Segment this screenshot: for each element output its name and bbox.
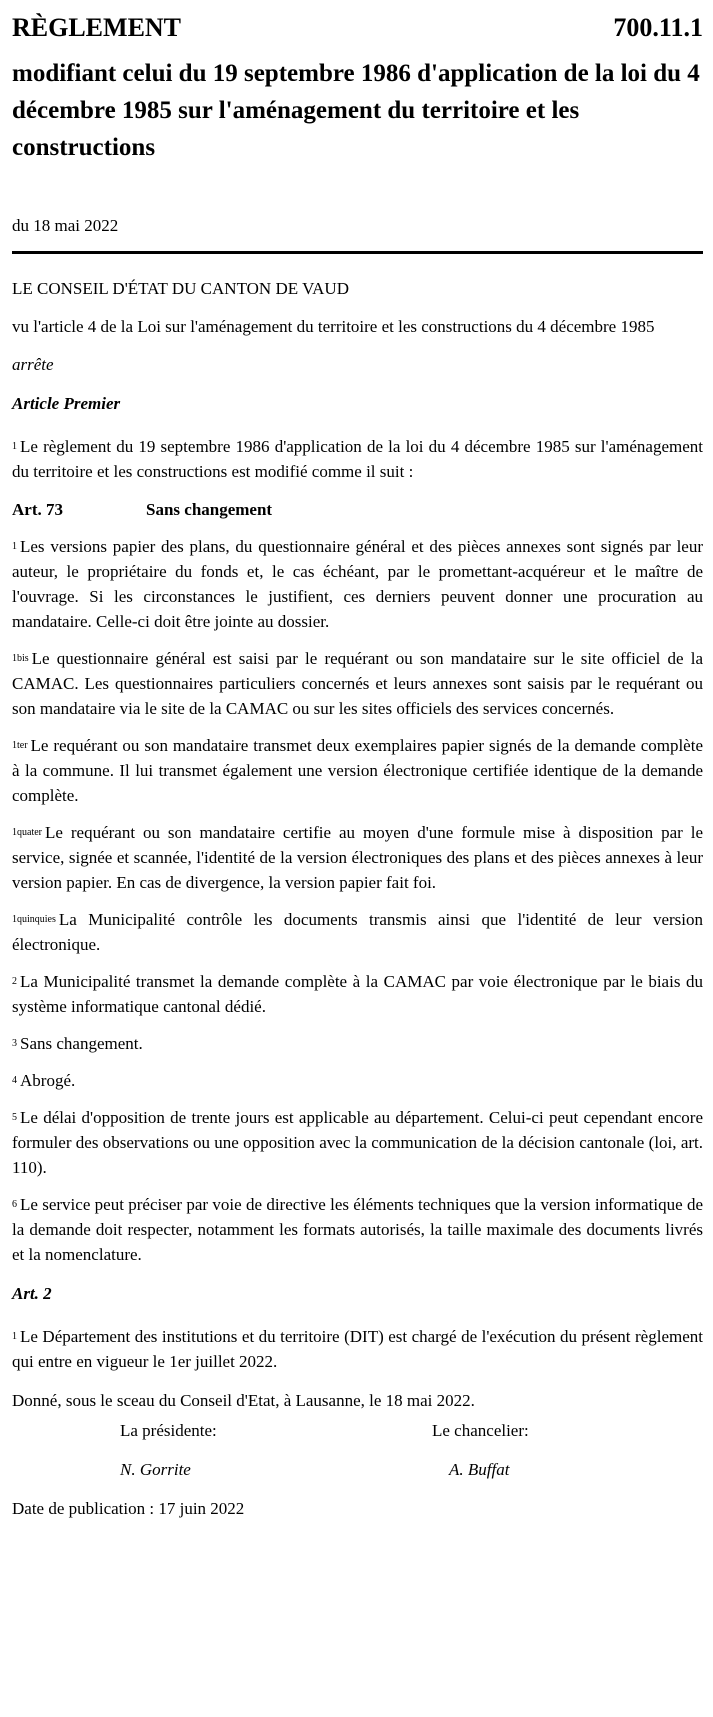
paragraph-text: Le questionnaire général est saisi par le requérant ou son mandataire sur le site officiel de la CAMAC. Les questionnaires particuliers concernés et leurs annexes sont saisis par le requérant ou son mandataire via le site de la CAMAC ou sur les sites officiels des services concernés.	[12, 649, 703, 718]
article-intro-paragraph	[12, 434, 703, 484]
paragraph	[12, 646, 703, 721]
paragraph	[12, 969, 703, 1019]
document-date: du 18 mai 2022	[12, 216, 119, 235]
document-header	[12, 0, 703, 43]
paragraph	[12, 1105, 703, 1180]
arrete-label: arrête	[12, 355, 54, 374]
paragraph-number: 1ter	[12, 740, 28, 751]
paragraph-number: 6	[12, 1199, 17, 1210]
paragraph-text: Le Département des institutions et du territoire (DIT) est chargé de l'exécution du présent règlement qui entre en vigueur le 1er juillet 2022.	[12, 1327, 703, 1371]
article-premier-heading: Article Premier	[12, 394, 121, 413]
paragraph-number: 1bis	[12, 653, 29, 664]
authority-line: LE CONSEIL D'ÉTAT DU CANTON DE VAUD	[12, 279, 349, 298]
paragraph-text: La Municipalité contrôle les documents transmis ainsi que l'identité de leur version électronique.	[12, 910, 703, 954]
paragraph-text: Abrogé.	[20, 1071, 76, 1090]
paragraph	[12, 1192, 703, 1267]
paragraph-text: La Municipalité transmet la demande complète à la CAMAC par voie électronique par le biais du système informatique cantonal dédié.	[12, 972, 703, 1016]
document-subtitle: modifiant celui du 19 septembre 1986 d'application de la loi du 4 décembre 1985 sur l'aménagement du territoire et les constructions	[12, 60, 700, 161]
paragraph-number: 1	[12, 441, 17, 452]
president-name: N. Gorrite	[120, 1460, 191, 1479]
article-2-heading: Art. 2	[12, 1284, 52, 1303]
paragraph-text: Sans changement.	[20, 1034, 143, 1053]
paragraph-number: 1	[12, 541, 17, 552]
paragraph	[12, 1068, 703, 1093]
paragraph-number: 5	[12, 1112, 17, 1123]
paragraph-number: 4	[12, 1075, 17, 1086]
paragraph	[12, 820, 703, 895]
paragraph-text: Le règlement du 19 septembre 1986 d'application de la loi du 4 décembre 1985 sur l'aménagement du territoire et les constructions est modifié comme il suit :	[12, 437, 703, 481]
header-divider	[12, 251, 703, 254]
document-type: RÈGLEMENT	[12, 13, 182, 42]
chancellor-role: Le chancelier:	[432, 1421, 529, 1440]
given-under-seal: Donné, sous le sceau du Conseil d'Etat, à Lausanne, le 18 mai 2022.	[12, 1391, 475, 1410]
paragraph	[12, 907, 703, 957]
signatory-roles	[12, 1418, 703, 1443]
paragraph	[12, 733, 703, 808]
chancellor-name: A. Buffat	[449, 1460, 510, 1479]
art73-title: Sans changement	[146, 500, 273, 519]
paragraph-text: Le requérant ou son mandataire transmet deux exemplaires papier signés de la demande complète à la commune. Il lui transmet également une version électronique certifiée identique de la demande complète.	[12, 736, 703, 805]
paragraph-text: Le délai d'opposition de trente jours est applicable au département. Celui-ci peut cependant encore formuler des observations ou une opposition avec la communication de la décision cantonale (loi, art. 110).	[12, 1108, 703, 1177]
paragraph-number: 1quater	[12, 827, 42, 838]
paragraph	[12, 1031, 703, 1056]
paragraph-text: Le service peut préciser par voie de directive les éléments techniques que la version informatique de la demande doit respecter, notamment les formats autorisés, la taille maximale des documents livrés et la nomenclature.	[12, 1195, 703, 1264]
art73-heading	[12, 497, 703, 522]
paragraph-number: 1quinquies	[12, 914, 56, 925]
paragraph	[12, 534, 703, 634]
art73-number: Art. 73	[12, 500, 63, 519]
paragraph-text: Les versions papier des plans, du questionnaire général et des pièces annexes sont signés par leur auteur, le propriétaire du fonds et, le cas échéant, par le promettant-acquéreur et le maître de l'ouvrage. Si les circonstances le justifient, ces derniers peuvent donner une procuration au mandataire. Celle-ci doit être jointe au dossier.	[12, 537, 703, 631]
president-role: La présidente:	[120, 1421, 217, 1440]
paragraph-text: Le requérant ou son mandataire certifie au moyen d'une formule mise à disposition par le service, signée et scannée, l'identité de la version électroniques des plans et des pièces annexes à leur version papier. En cas de divergence, la version papier fait foi.	[12, 823, 703, 892]
paragraph-number: 3	[12, 1038, 17, 1049]
paragraph-number: 1	[12, 1331, 17, 1342]
paragraph-number: 2	[12, 976, 17, 987]
article-2-paragraph	[12, 1324, 703, 1374]
legal-basis: vu l'article 4 de la Loi sur l'aménagement du territoire et les constructions du 4 décembre 1985	[12, 317, 655, 336]
signatory-names	[12, 1457, 703, 1482]
document-number: 700.11.1	[613, 13, 703, 42]
publication-date: Date de publication : 17 juin 2022	[12, 1499, 245, 1518]
